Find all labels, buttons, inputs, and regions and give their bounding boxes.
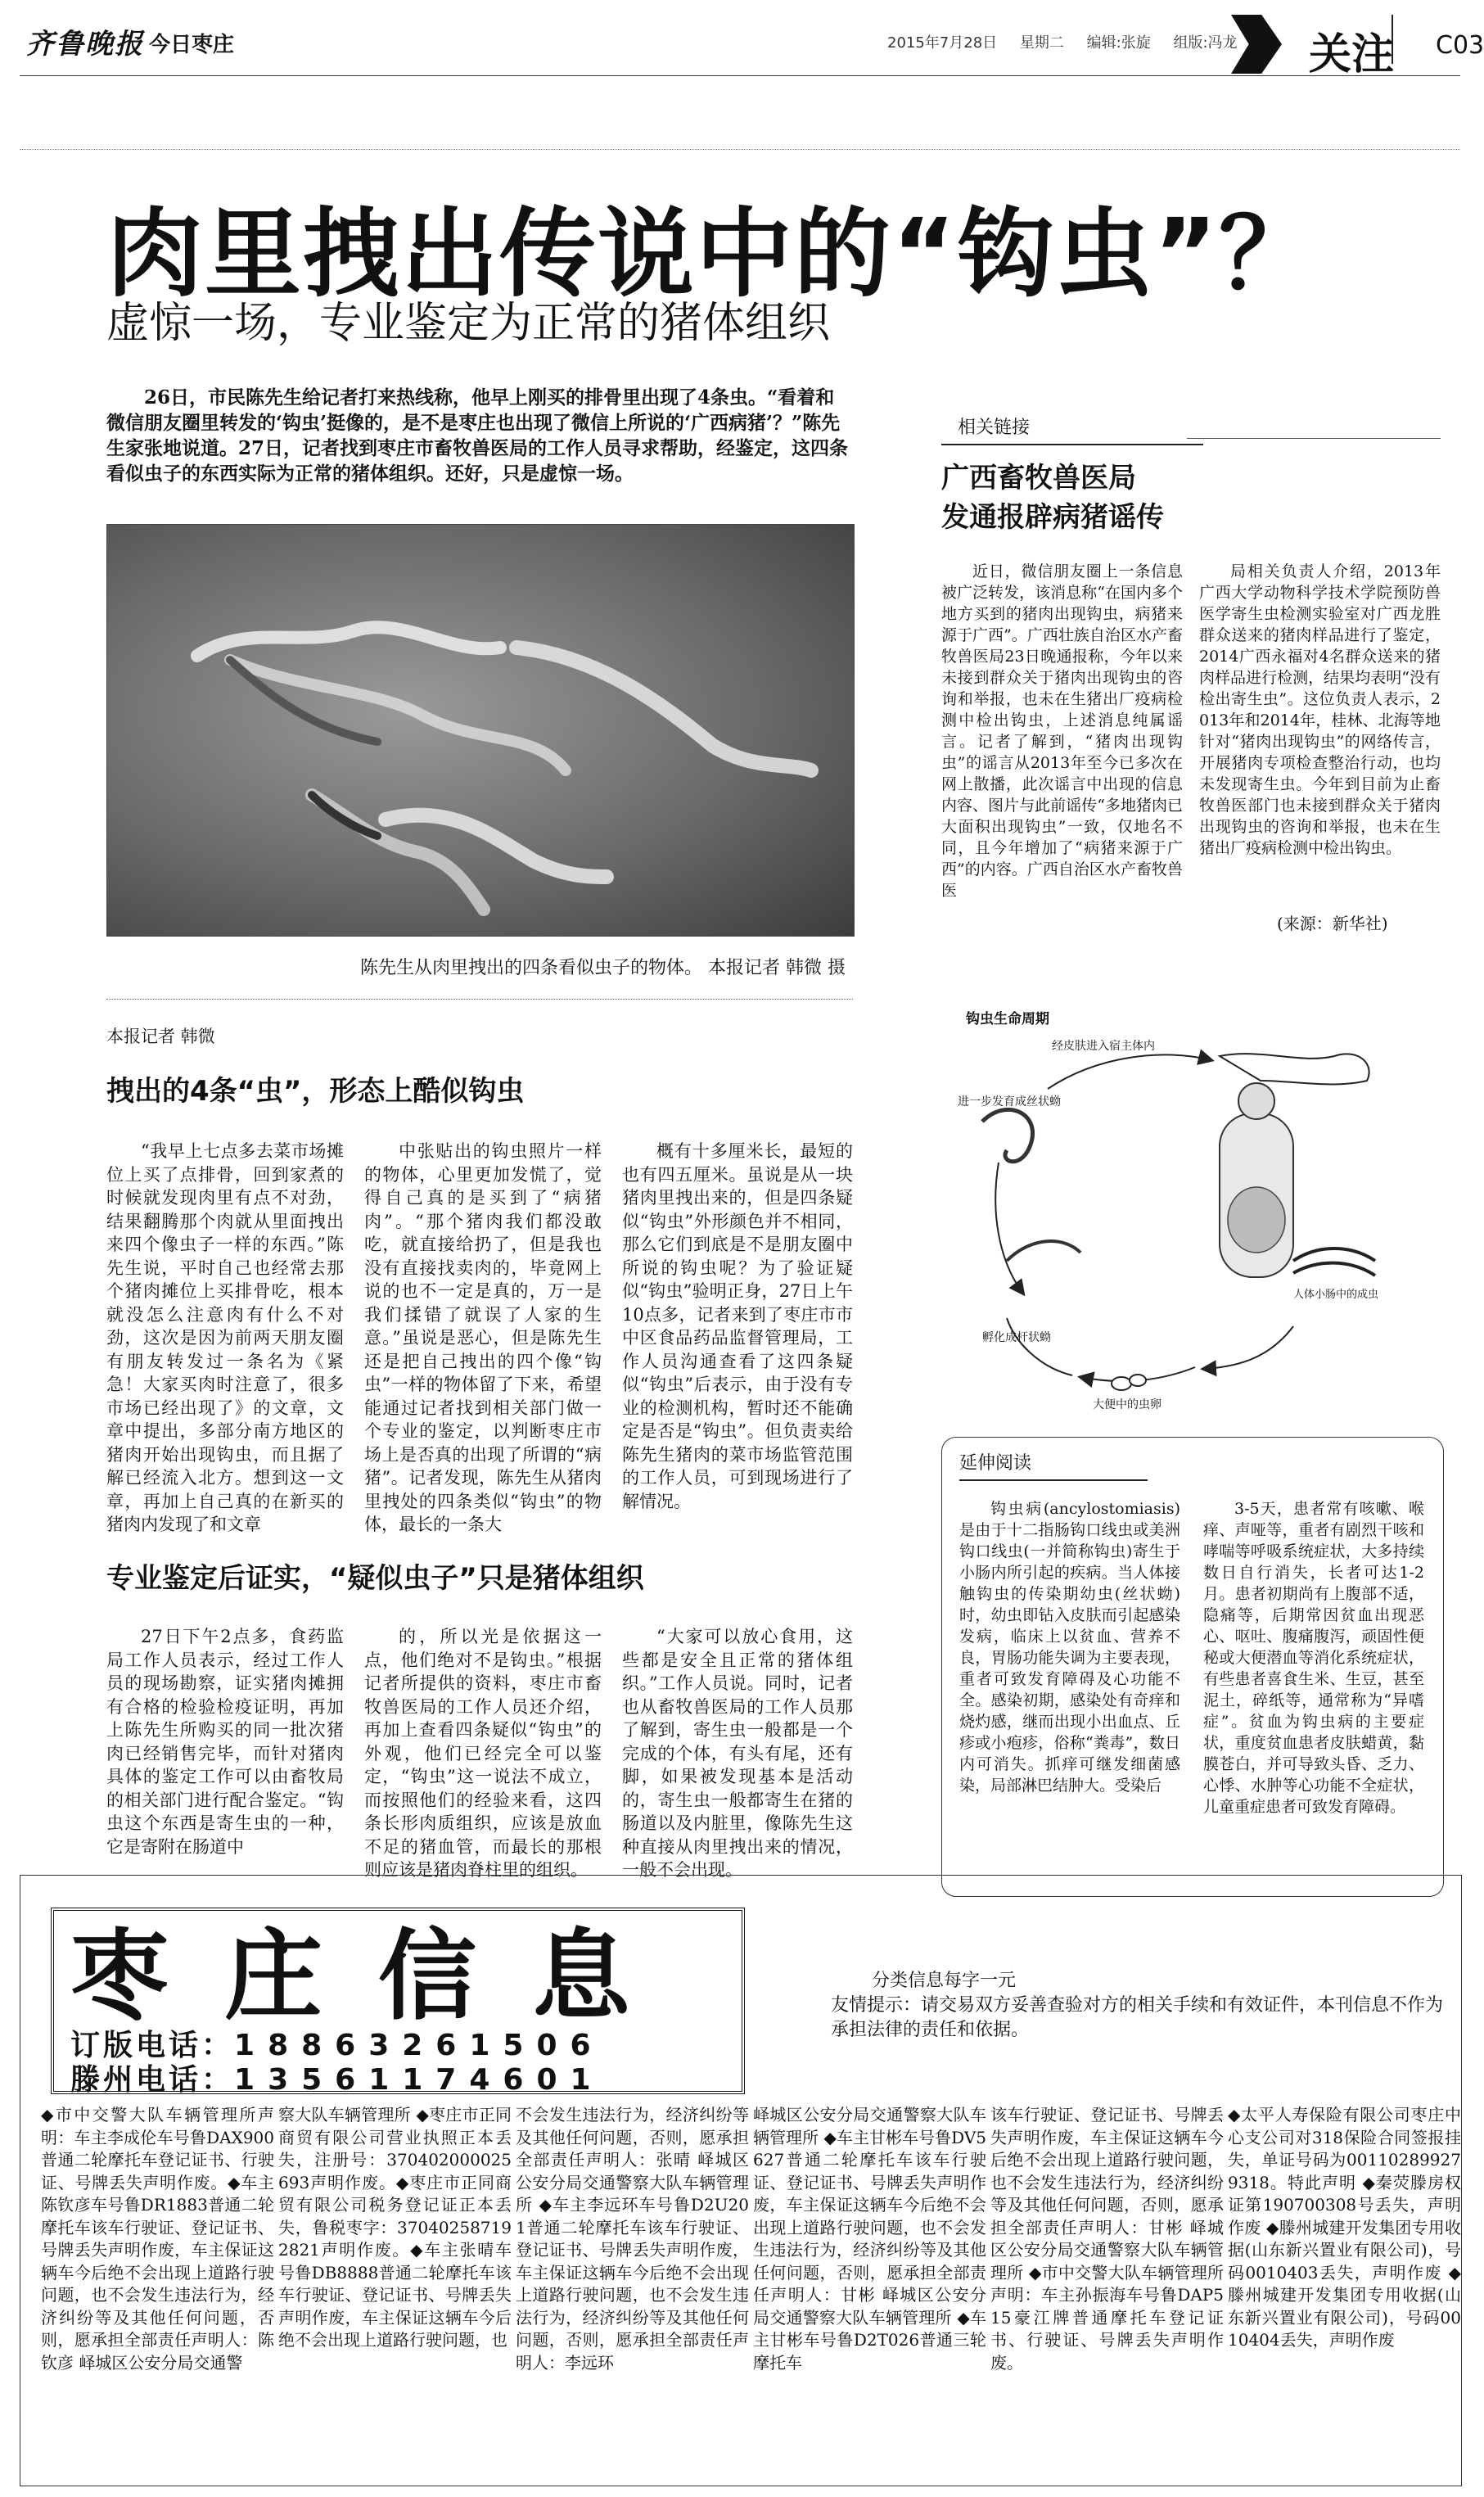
- layout-credit: 组版:冯龙: [1173, 34, 1238, 52]
- issue-weekday: 星期二: [1019, 34, 1064, 52]
- section1-paragraph: “我早上七点多去菜市场摊位上买了点排骨，回到家煮的时候就发现肉里有点不对劲，结果翻腾那个肉就从里面拽出来四个像虫子一样的东西。”陈先生说，平时自己也经常去那个猪肉摊位上买排骨吃，根本就没怎么注意肉有什么不对劲，这次是因为前两天朋友圈有朋友转发过一条名为《紧急！大家买肉时注意了，很多市场已经出现了》的文章，文章中提出，多部分南方地区的猪肉开始出现钩虫，而且据了解已经流入北方。想到这一文章，再加上自己真的在新买的猪肉内发现了和文章: [106, 1141, 344, 1534]
- caption-rule: [106, 999, 853, 1000]
- ad-phone-line: [70, 2057, 604, 2098]
- classified-title: 枣庄信息: [70, 1920, 686, 2034]
- section1-column: [364, 1140, 602, 1534]
- sidebar-paragraph: 近日，微信朋友圈上一条信息被广泛转发，该消息称“在国内多个地方买到的猪肉出现钩虫，病猪来源于广西”。广西壮族自治区水产畜牧兽医局23日晚通报称，今年以来未接到群众关于猪肉出现钩虫的咨询和举报，也未在生猪出厂疫病检测中检出钩虫，上述消息纯属谣言。记者了解到，“猪肉出现钩虫”的谣言从2013年至今已多次在网上散播，此次谣言中出现的信息内容、图片与此前谣传“多地猪肉已大面积出现钩虫”一致，仅地名不同，且今年增加了“病猪来源于广西”的内容。广西自治区水产畜牧兽医: [941, 562, 1183, 900]
- extension-paragraph: 钩虫病(ancylostomiasis)是由于十二指肠钩口线虫或美洲钩口线虫(一并简称钩虫)寄生于小肠内所引起的疾病。当人体接触钩虫的传染期幼虫(丝状蚴)时，幼虫即钻入皮肤而引起感染发病，临床上以贫血、营养不良，胃肠功能失调为主要表现，重者可致发育障碍及心功能不全。感染初期，感染处有奇痒和烧灼感，继而出现小出血点、丘疹或小疱疹，俗称“粪毒”，数日内可消失。抓痒可继发细菌感染，局部淋巴结肿大。受染后: [959, 1500, 1180, 1795]
- subheadline: 虚惊一场，专业鉴定为正常的猪体组织: [106, 299, 831, 348]
- extension-paragraph: 3-5天，患者常有咳嗽、喉痒、声哑等，重者有剧烈干咳和哮喘等呼吸系统症状，大多持续数日自行消失，长者可达1-2月。患者初期尚有上腹部不适，隐痛等，后期常因贫血出现恶心、呕吐、腹痛腹泻，顽固性便秘或大便潜血等消化系统症状，有些患者喜食生米、生豆，甚至泥土，碎纸等，通常称为“异嗜症”。贫血为钩虫病的主要症状，重度贫血患者皮肤蜡黄，黏膜苍白，并可导致头昏、乏力、心悸、水肿等心功能不全症状，儿童重症患者可致发育障碍。: [1203, 1500, 1424, 1816]
- masthead-divider: [20, 75, 1460, 76]
- classified-entries: 不会发生违法行为，经济纠纷等及其他任何问题，否则，愿承担全部责任声明人：张晴 峄城区公安分局交通警察大队车辆管理所 ◆车主李远环车号鲁D2U201普通二轮摩托车该车行驶证、登记证书、号牌丢失声明作废，车主保证这辆车今后绝不会出现上道路行驶问题，也不会发生违法行为，经济纠纷等及其他任何问题，否则，愿承担全部责任声明人：李远环: [516, 2105, 749, 2373]
- section-name: 今日枣庄: [149, 33, 235, 57]
- classified-entries: 峄城区公安分局交通警察大队车辆管理所 ◆车主甘彬车号鲁DV5627普通二轮摩托车该车行驶证、登记证书、号牌丢失声明作废，车主保证这辆车今后绝不会出现上道路行驶问题，也不会发生违法行为，经济纠纷等及其他任何问题，否则，愿承担全部责任声明人：甘彬 峄城区公安分局交通警察大队车辆管理所 ◆车主甘彬车号鲁D2T026普通三轮摩托车: [753, 2105, 986, 2373]
- issue-date: 2015年7月28日: [887, 34, 998, 52]
- diagram-label: 孵化成杆状蚴: [982, 1331, 1051, 1344]
- section2-column: [622, 1625, 853, 1880]
- section2-paragraph: “大家可以放心食用，这些都是安全且正常的猪体组织。”工作人员说。同时，记者也从畜牧兽医局的工作人员那了解到，寄生虫一般都是一个完成的个体，有头有尾，还有脚，如果被发现基本是活动的，寄生虫一般都寄生在猪的肠道以及内脏里，像陈先生这种直接从肉里拽出来的情况，一般不会出现。: [622, 1627, 853, 1880]
- diagram-label: 人体小肠中的成虫: [1293, 1289, 1379, 1301]
- classified-entries: 该车行驶证、登记证书、号牌丢失声明作废，车主保证这辆车今后绝不会出现上道路行驶问题，也不会发生违法行为，经济纠纷等及其他任何问题，否则，愿承担全部责任声明人：甘彬 峄城区公安分局交通警察大队车辆管理所 ◆市中交警大队车辆管理所声明：车主孙振海车号鲁DAP515豪江牌普通摩托车登记证书、行驶证、号牌丢失声明作废。: [990, 2105, 1224, 2373]
- extension-column: [1203, 1498, 1424, 1842]
- classified-column: [990, 2104, 1224, 2374]
- related-link-tag: 相关链接: [941, 413, 1203, 445]
- ad-phone-label: 滕州电话：: [70, 2063, 235, 2097]
- hookworm-lifecycle-diagram: [949, 999, 1424, 1416]
- sidebar-column: [941, 561, 1183, 909]
- related-link-rule: [1187, 413, 1441, 439]
- classified-column: [1228, 2104, 1461, 2352]
- lead-paragraph: 26日，市民陈先生给记者打来热线称，他早上刚买的排骨里出现了4条虫。“看着和微信朋友圈里转发的‘钩虫’挺像的，是不是枣庄也出现了微信上所说的‘广西病猪’？”陈先生家张地说道。27日，记者找到枣庄市畜牧兽医局的工作人员寻求帮助，经鉴定，这四条看似虫子的东西实际为正常的猪体组织。还好，只是虚惊一场。: [106, 386, 849, 485]
- section2-paragraph: 的，所以光是依据这一点，他们绝对不是钩虫。”根据记者所提供的资料，枣庄市畜牧兽医局的工作人员还介绍，再加上查看四条疑似“钩虫”的外观，他们已经完全可以鉴定，“钩虫”这一说法不成立，而按照他们的经验来看，这四条长形肉质组织，应该是放血不足的猪血管，而最长的那根则应该是猪肉脊柱里的组织。: [364, 1627, 602, 1880]
- page-number: C03: [1436, 31, 1484, 60]
- worms-illustration: [107, 525, 854, 936]
- diagram-title: 钩虫生命周期: [966, 1011, 1049, 1027]
- top-dotted-rule: [20, 149, 1460, 150]
- masthead: [20, 15, 1484, 79]
- classified-column: [516, 2104, 749, 2374]
- sidebar-title-line1: 广西畜牧兽医局: [941, 462, 1136, 494]
- extension-column: [959, 1498, 1180, 1842]
- section2-paragraph: 27日下午2点多，食药监局工作人员表示，经过工作人员的现场勘察，证实猪肉摊拥有合格的检验检疫证明，再加上陈先生所购买的同一批次猪肉已经销售完毕，而针对猪肉具体的鉴定工作可以由畜牧局的相关部门进行配合鉴定。“钩虫这个东西是寄生虫的一种，它是寄附在肠道中: [106, 1627, 344, 1857]
- ad-phone-number: 18863261506: [234, 2029, 604, 2062]
- section2-column: [364, 1625, 602, 1880]
- newspaper-logo: 齐鲁晚报: [26, 28, 144, 61]
- sidebar-column: [1199, 561, 1441, 909]
- sidebar-paragraph: 局相关负责人介绍，2013年广西大学动物科学技术学院预防兽医学寄生虫检测实验室对广西龙胜群众送来的猪肉样品进行了鉴定，2014广西永福对4名群众送来的猪肉样品进行检测，结果均表明“没有检出寄生虫”。这位负责人表示，2013年和2014年，桂林、北海等地针对“猪肉出现钩虫”的网络传言，开展猪肉专项检查整治行动，也均未发现寄生虫。今年到目前为止畜牧兽医部门也未接到群众关于猪肉出现钩虫的咨询和举报，也未在生猪出厂疫病检测中检出钩虫。: [1199, 562, 1441, 857]
- photo-caption: 陈先生从肉里拽出的四条看似虫子的物体。 本报记者 韩微 摄: [360, 958, 846, 978]
- news-source: (来源：新华社): [1277, 914, 1388, 933]
- sidebar-title: [941, 458, 1164, 537]
- ad-phone-number: 13561174601: [234, 2063, 604, 2097]
- issue-meta: [887, 31, 1256, 52]
- classified-column: [41, 2104, 274, 2374]
- classified-entries: ◆太平人寿保险有限公司枣庄中心支公司对318保险合同签报挂失，单证号码为001102899279318。特此声明 ◆秦荧滕房权证第190700308号丢失，声明作废 ◆滕州城建开发集团专用收据(山东新兴置业有限公司)，号码0010403丢失，声明作废 ◆滕州城建开发集团专用收据(山东新兴置业有限公司)，号码0010404丢失，声明作废: [1228, 2105, 1461, 2350]
- diagram-label: 经皮肤进入宿主体内: [1052, 1040, 1155, 1053]
- classified-column: [278, 2104, 512, 2352]
- section1-paragraph: 中张贴出的钩虫照片一样的物体，心里更加发慌了，觉得自己真的是买到了“病猪肉”。“那个猪肉我们都没敢吃，就直接给扔了，但是我也没有直接找卖肉的，毕竟网上说的也不一定是真的，万一是我们揉错了就误了人家的生意。”虽说是恶心，但是陈先生还是把自己拽出的四个像“钩虫”一样的物体留了下来，希望能通过记者找到相关部门做一个专业的鉴定，以判断枣庄市场上是否真的出现了所谓的“病猪”。记者发现，陈先生从猪肉里拽处的四条类似“钩虫”的物体，最长的一条大: [364, 1141, 602, 1534]
- classified-entries: ◆市中交警大队车辆管理所声明：车主李成伦车号鲁DAX900普通二轮摩托车登记证书、行驶证、号牌丢失声明作废。◆车主陈钦彦车号鲁DR1883普通二轮摩托车该车行驶证、登记证书、号牌丢失声明作废，车主保证这辆车今后绝不会出现上道路行驶问题，也不会发生违法行为，经济纠纷等及其他任何问题，否则，愿承担全部责任声明人：陈钦彦 峄城区公安分局交通警: [41, 2105, 274, 2373]
- section-focus-label: 关注: [1309, 30, 1395, 79]
- editor-credit: 编辑:张旋: [1086, 34, 1151, 52]
- classified-notice: [831, 1969, 1453, 2043]
- masthead-vertical-divider: [1392, 15, 1393, 64]
- diagram-label: 大便中的虫卵: [1093, 1398, 1161, 1411]
- section1-heading: 拽出的4条“虫”，形态上酷似钩虫: [106, 1075, 525, 1108]
- section1-column: [106, 1140, 344, 1534]
- classified-price-note: 分类信息每字一元: [872, 1971, 1017, 1991]
- section1-column: [622, 1140, 853, 1511]
- sidebar-title-line2: 发通报辟病猪谣传: [941, 501, 1164, 534]
- worms-photo: [106, 524, 855, 937]
- classified-disclaimer: 友情提示：请交易双方妥善查验对方的相关手续和有效证件，本刊信息不作为承担法律的责任和依据。: [831, 1995, 1444, 2040]
- ad-phone-label: 订版电话：: [70, 2029, 235, 2062]
- byline: 本报记者 韩微: [106, 1027, 215, 1046]
- lifecycle-svg: [949, 999, 1424, 1416]
- classified-entries: 察大队车辆管理所 ◆枣庄市正同商贸有限公司营业执照正本丢失，注册号：370402000025693声明作废。◆枣庄市正同商贸有限公司税务登记证正本丢失，鲁税枣字：370402587192821声明作废。◆车主张晴车号鲁DB8888普通二轮摩托车该车行驶证、登记证书、号牌丢失声明作废，车主保证这辆车今后绝不会出现上道路行驶问题，也: [278, 2105, 512, 2350]
- section2-column: [106, 1625, 344, 1863]
- classified-column: [753, 2104, 986, 2374]
- headline: 肉里拽出传说中的“钩虫”？: [106, 197, 1318, 310]
- section1-paragraph: 概有十多厘米长，最短的也有四五厘米。虽说是从一块猪肉里拽出来的，但是四条疑似“钩虫”外形颜色并不相同，那么它们到底是不是朋友圈中所说的钩虫呢？为了验证疑似“钩虫”验明正身，27日上午10点多，记者来到了枣庄市市中区食品药品监督管理局，工作人员沟通查看了这四条疑似“钩虫”后表示，由于没有专业的检测机构，暂时还不能确定是否是“钩虫”。但负责卖给陈先生猪肉的菜市场监管范围的工作人员，可到现场进行了解情况。: [622, 1141, 853, 1511]
- section2-heading: 专业鉴定后证实，“疑似虫子”只是猪体组织: [106, 1562, 644, 1595]
- diagram-label: 进一步发育成丝状蚴: [958, 1095, 1061, 1109]
- extension-reading-tag: 延伸阅读: [959, 1449, 1148, 1481]
